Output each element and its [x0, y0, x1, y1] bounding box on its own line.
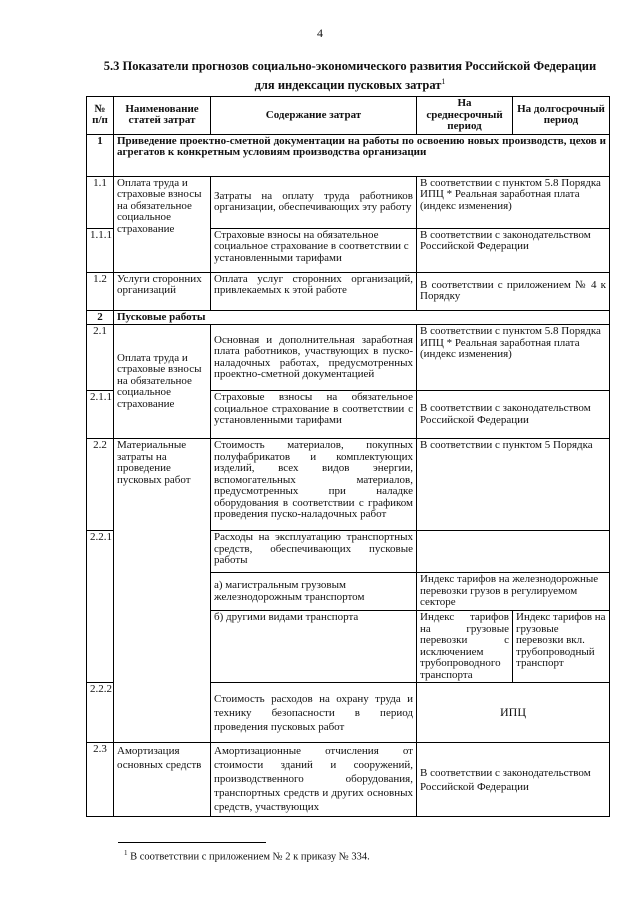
row-num: 2.3	[87, 743, 114, 817]
cost-item-name: Амортизация основных средств	[114, 743, 211, 817]
cost-content: Страховые взносы на обязательное социальное страхование в соответствии с установленными тарифами	[211, 228, 417, 272]
header-content: Содержание затрат	[211, 97, 417, 135]
row-num: 2.1.1	[87, 391, 114, 439]
period-method: ИПЦ	[417, 683, 610, 743]
row-num: 2.1	[87, 325, 114, 391]
row-num: 1.1.1	[87, 228, 114, 272]
period-method: В соответствии с пунктом 5 Порядка	[417, 439, 610, 531]
footnote	[124, 849, 370, 863]
cost-content: Затраты на оплату труда работников организации, обеспечивающих эту работу	[211, 176, 417, 228]
section-heading: Пусковые работы	[114, 310, 610, 325]
indexation-table	[86, 96, 610, 817]
table-row	[87, 134, 610, 176]
row-num: 1.2	[87, 272, 114, 310]
period-method: В соответствии с законодательством Российской Федерации	[417, 743, 610, 817]
cost-content: Страховые взносы на обязательное социальное страхование в соответствии с установленными тарифами	[211, 391, 417, 439]
footnote-text: В соответствии с приложением № 2 к приказу № 334.	[130, 851, 370, 863]
cost-item-name: Оплата труда и страховые взносы на обязательное социальное страхование	[114, 325, 211, 439]
period-method: В соответствии с пунктом 5.8 Порядка ИПЦ * Реальная заработная плата (индекс изменения)	[417, 176, 610, 228]
row-num: 1	[87, 134, 114, 176]
row-num: 2.2	[87, 439, 114, 531]
title-footnote-mark: 1	[441, 77, 446, 86]
cost-item-name: Оплата труда и страховые взносы на обязательное социальное страхование	[114, 176, 211, 272]
footnote-separator	[118, 842, 266, 843]
title-line-1: 5.3 Показатели прогнозов социально-экономического развития Российской Федерации	[103, 59, 597, 73]
period-method: В соответствии с пунктом 5.8 Порядка ИПЦ * Реальная заработная плата (индекс изменения)	[417, 325, 610, 391]
long-term-index: Индекс тарифов на грузовые перевозки вкл. трубопроводный транспорт	[513, 611, 610, 683]
row-num: 1.1	[87, 176, 114, 228]
period-method: В соответствии с приложением № 4 к Порядку	[417, 272, 610, 310]
cost-content: Стоимость материалов, покупных полуфабрикатов и комплектующих изделий, всех видов энергии, вспомогательных материалов, предусмотренных при наладке оборудования в соответствии с графиком проведения пуско-наладочных работ	[211, 439, 417, 531]
table-row	[87, 743, 610, 817]
period-method: В соответствии с законодательством Российской Федерации	[417, 391, 610, 439]
cost-content: Основная и дополнительная заработная плата работников, участвующих в пуско-наладочных работах, предусмотренных проектно-сметной документацией	[211, 325, 417, 391]
table-header-row	[87, 97, 610, 135]
cost-content: Оплата услуг сторонних организаций, привлекаемых к этой работе	[211, 272, 417, 310]
mid-term-index: Индекс тарифов на грузовые перевозки с исключением трубопроводного транспорта	[417, 611, 513, 683]
footnote-mark: 1	[124, 849, 128, 857]
cost-content: Расходы на эксплуатацию транспортных средств, обеспечивающих пусковые работы	[211, 531, 417, 573]
cost-item-name: Услуги сторонних организаций	[114, 272, 211, 310]
table-row	[87, 176, 610, 228]
header-mid-term: На среднесрочный период	[417, 97, 513, 135]
cost-content: Амортизационные отчисления от стоимости зданий и сооружений, производственного оборудования, транспортных средств и других основных средств, участвующих	[211, 743, 417, 817]
cost-content: Стоимость расходов на охрану труда и технику безопасности в период проведения пусковых работ	[211, 683, 417, 743]
row-num: 2.2.2	[87, 683, 114, 743]
period-method: В соответствии с законодательством Российской Федерации	[417, 228, 610, 272]
header-name: Наименование статей затрат	[114, 97, 211, 135]
table-row	[87, 310, 610, 325]
section-heading: Приведение проектно-сметной документации на работы по освоению новых производств, цехов и агрегатов к конкретным условиям производства организации	[114, 134, 610, 176]
cost-content: а) магистральным грузовым железнодорожным транспортом	[211, 573, 417, 611]
table-row	[87, 325, 610, 391]
header-long-term: На долгосрочный период	[513, 97, 610, 135]
cost-content: б) другими видами транспорта	[211, 611, 417, 683]
cost-item-name: Материальные затраты на проведение пусковых работ	[114, 439, 211, 743]
period-method: Индекс тарифов на железнодорожные перевозки грузов в регулируемом секторе	[417, 573, 610, 611]
period-method-empty	[417, 531, 610, 573]
row-num: 2.2.1	[87, 531, 114, 683]
page-number: 4	[317, 26, 323, 40]
title-line-2	[90, 74, 610, 93]
table-row	[87, 272, 610, 310]
section-title	[90, 59, 610, 93]
header-num: № п/п	[87, 97, 114, 135]
row-num: 2	[87, 310, 114, 325]
title-line-2-text: для индексации пусковых затрат	[254, 78, 442, 93]
table-row	[87, 439, 610, 531]
